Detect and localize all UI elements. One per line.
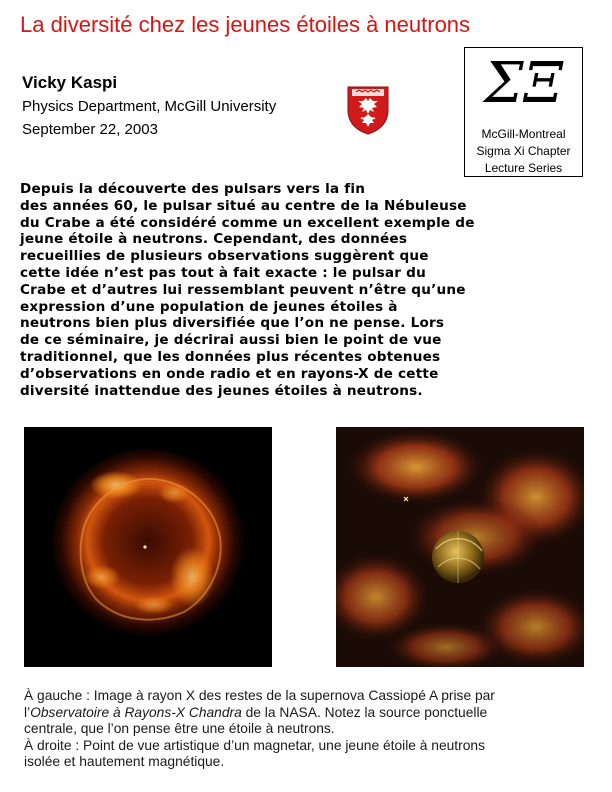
caption-text: de la NASA. Notez la source ponctuelle — [241, 704, 488, 720]
abstract-line: jeune étoile à neutrons. Cependant, des données — [20, 231, 408, 248]
caption-observatory-name: Observatoire à Rayons-X Chandra — [30, 704, 242, 720]
abstract-line: neutrons bien plus diversifiée que l’on ne pense. Lors — [20, 315, 445, 332]
logo-line-2: Sigma Xi Chapter — [476, 144, 571, 158]
abstract-line: d’observations en onde radio et en rayons-X de cette — [20, 365, 439, 382]
mcgill-crest-logo — [344, 84, 392, 136]
abstract-line: du Crabe a été considéré comme un excellent exemple de — [20, 214, 475, 231]
caption-text: l’ — [24, 704, 31, 720]
abstract — [20, 181, 596, 399]
caption-line: isolée et hautement magnétique. — [24, 754, 225, 770]
abstract-line: des années 60, le pulsar situé au centre de la Nébuleuse — [20, 197, 467, 214]
abstract-line: expression d’une population de jeunes étoiles à — [20, 298, 398, 315]
abstract-line: recueillies de plusieurs observations suggèrent que — [20, 248, 429, 265]
abstract-line: de ce séminaire, je décrirai aussi bien le point de vue — [20, 332, 442, 349]
abstract-line: diversité inattendue des jeunes étoiles à neutrons. — [20, 382, 423, 399]
caption-line: À gauche : Image à rayon X des restes de la supernova Cassiopé A prise par — [24, 688, 495, 703]
abstract-line: Crabe et d’autres lui ressemblant peuvent n’être qu’une — [20, 281, 466, 298]
sigma-xi-symbol: ΣΞ — [484, 51, 563, 116]
lecture-date: September 22, 2003 — [22, 121, 158, 138]
caption-line: À droite : Point de vue artistique d’un magnetar, une jeune étoile à neutrons — [24, 737, 485, 753]
abstract-line: Depuis la découverte des pulsars vers la fin — [20, 181, 366, 197]
abstract-line: cette idée n’est pas tout à fait exacte : le pulsar du — [20, 264, 426, 281]
figure-caption — [24, 688, 590, 771]
caption-line — [24, 705, 590, 722]
logo-line-1: McGill-Montreal — [481, 127, 566, 141]
cassiopeia-a-xray-image — [24, 427, 272, 667]
logo-line-3: Lecture Series — [484, 161, 563, 175]
sigma-xi-logo — [464, 47, 583, 177]
magnetar-artist-view-image — [336, 427, 584, 667]
page-title: La diversité chez les jeunes étoiles à neutrons — [20, 12, 471, 37]
author-name: Vicky Kaspi — [22, 73, 118, 92]
abstract-line: traditionnel, que les données plus récentes obtenues — [20, 348, 441, 365]
department: Physics Department, McGill University — [22, 98, 277, 115]
caption-line: centrale, que l’on pense être une étoile à neutrons. — [24, 721, 335, 737]
